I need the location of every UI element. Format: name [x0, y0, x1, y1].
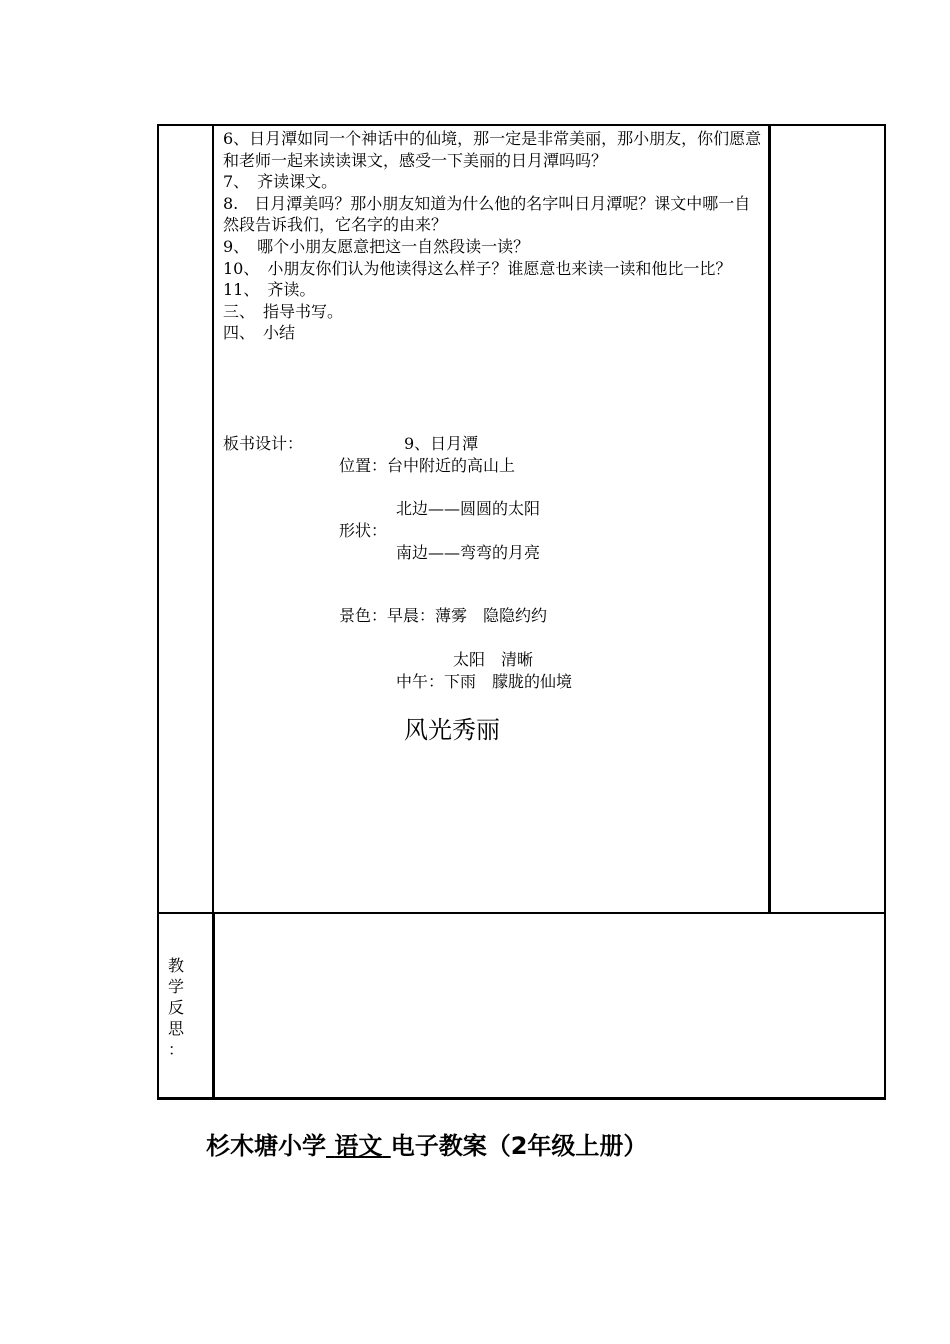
table-right-border [884, 124, 886, 1100]
subject-name: 语文 [334, 1132, 383, 1160]
lesson-steps [223, 128, 763, 344]
board-scenery: 景色：早晨：薄雾 隐隐约约 [339, 606, 548, 625]
page-footer-title [206, 1128, 647, 1164]
board-position: 位置：台中附近的高山上 [339, 456, 516, 475]
lesson-step: 三、 指导书写。 [223, 301, 344, 321]
label-column-divider-thick [214, 913, 215, 1099]
lesson-step: 四、 小结 [223, 323, 296, 343]
row-divider [157, 912, 886, 914]
lesson-step: 6、日月潭如同一个神话中的仙境，那一定是非常美丽，那小朋友，你们愿意和老师一起来读读课文，感受一下美丽的日月潭吗吗？ [223, 129, 762, 170]
reflection-char: 教 [167, 956, 184, 975]
lesson-step: 9、 哪个小朋友愿意把这一自然段读一读？ [223, 236, 530, 256]
board-north: 北边——圆圆的太阳 [396, 499, 541, 518]
lesson-step: 11、 齐读。 [223, 280, 316, 300]
table-bottom-border [157, 1097, 886, 1100]
board-design-label: 板书设计： [223, 434, 304, 453]
board-title: 9、日月潭 [404, 434, 479, 453]
board-south: 南边——弯弯的月亮 [396, 543, 541, 562]
lesson-step: 7、 齐读课文。 [223, 172, 338, 192]
plan-description: 电子教案（2年级上册） [390, 1132, 648, 1160]
teaching-reflection-label [166, 955, 186, 1060]
table-top-border [157, 124, 886, 126]
school-name: 杉木塘小学 [206, 1132, 326, 1160]
board-shape-label: 形状： [339, 521, 388, 540]
reflection-char: ： [167, 1040, 184, 1059]
board-noon: 中午：下雨 朦胧的仙境 [396, 672, 573, 691]
notes-column-divider [768, 124, 771, 914]
lesson-step: 8. 日月潭美吗？那小朋友知道为什么他的名字叫日月潭呢？课文中哪一自然段告诉我们，它名字的由来？ [223, 193, 751, 235]
lesson-step: 10、 小朋友你们认为他读得这么样子？谁愿意也来读一读和他比一比？ [223, 258, 732, 278]
board-sun: 太阳 清晰 [453, 650, 534, 669]
table-left-border [157, 124, 159, 1100]
reflection-char: 思 [167, 1019, 184, 1038]
reflection-char: 学 [167, 977, 184, 996]
reflection-char: 反 [167, 998, 184, 1017]
board-summary: 风光秀丽 [404, 716, 500, 744]
